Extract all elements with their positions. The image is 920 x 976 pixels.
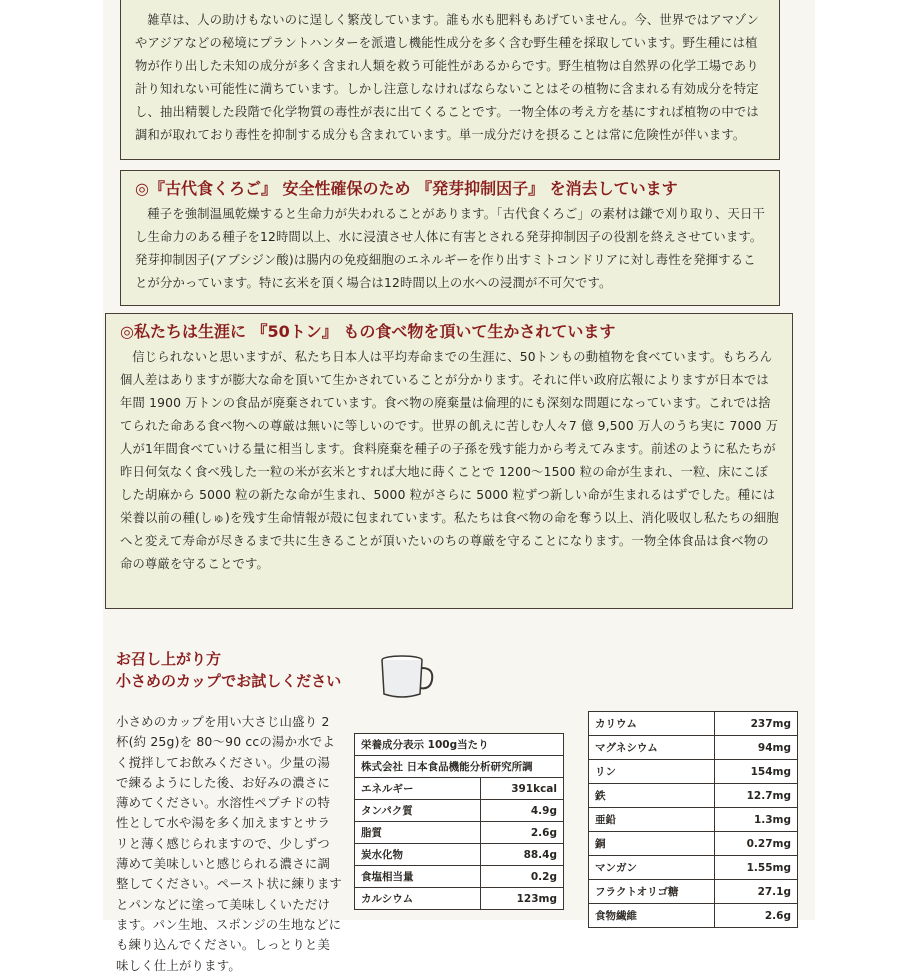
nutrient-value: 94mg [715,736,798,760]
serving-subtitle: 小さめのカップでお試しください [116,672,342,690]
table-row [355,734,564,756]
serving-title: お召し上がり方 [116,650,222,668]
nutrient-name: 脂質 [355,822,481,844]
nutrient-value: 88.4g [481,844,564,866]
nutrient-value: 0.2g [481,866,564,888]
nutrient-value: 12.7mg [715,784,798,808]
nutrient-name: リン [589,760,715,784]
table-row [589,736,798,760]
table-row [589,856,798,880]
serving-instructions [116,712,342,976]
serving-instructions-text: 小さめのカップを用い大さじ山盛り 2 杯(約 25g)を 80～90 ccの湯か水でよく撹拌してお飲みください。少量の湯で練るようにした後、お好みの濃さに薄めてください。水溶性ペプチドの特性として水や湯を多く加えますとサラリと薄く感じられますので、少しずつ薄めて美味しいと感じられる濃さに調整してください。ペースト状に練りますとパンなどに塗って美味しくいただけます。パン生地、スポンジの生地などにも練り込んでください。しっとりと美味しく仕上がります。 [116,714,343,973]
table-row [355,800,564,822]
nutrient-value: 391kcal [481,778,564,800]
nutrient-value: 2.6g [481,822,564,844]
nutrient-name: エネルギー [355,778,481,800]
nutrient-value: 27.1g [715,880,798,904]
nutrition-heading: 栄養成分表示 100g当たり [355,734,564,756]
nutrient-value: 4.9g [481,800,564,822]
table-row [355,756,564,778]
nutrient-name: 鉄 [589,784,715,808]
nutrient-value: 0.27mg [715,832,798,856]
section-wild-plants [120,0,780,160]
nutrient-name: マンガン [589,856,715,880]
table-row [589,784,798,808]
nutrition-table-left [354,733,564,910]
table-row [355,844,564,866]
nutrient-name: 銅 [589,832,715,856]
section-fifty-tons [105,313,793,609]
nutrient-value: 237mg [715,712,798,736]
table-row [355,888,564,910]
table-row [589,760,798,784]
table-row [355,866,564,888]
section-fifty-tons-title: ◎私たちは生涯に 『50トン』 もの食べ物を頂いて生かされています [120,322,616,341]
nutrient-name: フラクトオリゴ糖 [589,880,715,904]
section-wild-plants-text: 雑草は、人の助けもないのに逞しく繁茂しています。誰も水も肥料もあげていません。今、世界ではアマゾンやアジアなどの秘境にプラントハンターを派遣し機能性成分を多く含む野生種を採取しています。野生種には植物が作り出した未知の成分が多く含まれ人類を救う可能性があるからです。野生植物は自然界の化学工場であり計り知れない可能性に満ちています。しかし注意しなければならないことはその植物に含まれる有効成分を特定し、抽出精製した段階で化学物質の毒性が表に出てくることです。一物全体の考え方を基にすれば植物の中では調和が取れており毒性を抑制する成分も含まれています。単一成分だけを摂ることは常に危険性が伴います。 [135,13,760,142]
nutrient-value: 2.6g [715,904,798,928]
nutrition-table-right [588,711,798,928]
section-germination-title: ◎『古代食くろご』 安全性確保のため 『発芽抑制因子』 を消去しています [135,179,678,198]
nutrient-value: 123mg [481,888,564,910]
table-row [589,832,798,856]
nutrient-value: 1.55mg [715,856,798,880]
table-row [589,808,798,832]
nutrient-name: タンパク質 [355,800,481,822]
section-germination-text: 種子を強制温風乾燥すると生命力が失われることがあります。「古代食くろご」の素材は鎌で刈り取り、天日干し生命力のある種子を12時間以上、水に浸漬させ人体に有害とされる発芽抑制因子の役割を終えさせています。発芽抑制因子(アブシジン酸)は腸内の免疫細胞のエネルギーを作り出すミトコンドリアに対し毒性を発揮することが分かっています。特に玄米を頂く場合は12時間以上の水への浸潤が不可欠です。 [135,207,766,290]
table-row [355,822,564,844]
nutrient-name: 食物繊維 [589,904,715,928]
nutrient-name: 食塩相当量 [355,866,481,888]
section-germination-inhibitor [120,170,780,306]
nutrition-source: 株式会社 日本食品機能分析研究所調 [355,756,564,778]
nutrient-name: カリウム [589,712,715,736]
nutrient-value: 1.3mg [715,808,798,832]
table-row [589,712,798,736]
table-row [589,904,798,928]
nutrient-name: 亜鉛 [589,808,715,832]
nutrient-value: 154mg [715,760,798,784]
cup-icon [380,654,436,700]
section-fifty-tons-text: 信じられないと思いますが、私たち日本人は平均寿命までの生涯に、50トンもの動植物を食べています。もちろん個人差はありますが膨大な命を頂いて生かされていることが分かります。それに伴い政府広報によりますが日本では年間 1900 万トンの食品が廃棄されています。食べ物の廃棄量は倫理的にも深刻な問題になっています。これでは捨てられた命ある食べ物への尊厳は無いに等しいのです。世界の飢えに苦しむ人々7 億 9,500 万人のうち実に 7000 万人が1年間食べていける量に相当します。食料廃棄を種子の子孫を残す能力から考えてみます。前述のように私たちが昨日何気なく食べ残した一粒の米が玄米とすれば大地に蒔くことで 1200～1500 粒の命が生まれ、一粒、床にこぼした胡麻から 5000 粒の新たな命が生まれ、5000 粒がさらに 5000 粒ずつ新しい命が生まれるはずでした。種には栄養以前の種(しゅ)を残す生命情報が殻に包まれています。私たちは食べ物の命を奪う以上、消化吸収し私たちの細胞へと変えて寿命が尽きるまで共に生きることが頂いたいのちの尊厳を守ることになります。一物全体食品は食べ物の命の尊厳を守ることです。 [120,350,779,571]
nutrient-name: カルシウム [355,888,481,910]
table-row [589,880,798,904]
table-row [355,778,564,800]
nutrient-name: マグネシウム [589,736,715,760]
nutrient-name: 炭水化物 [355,844,481,866]
